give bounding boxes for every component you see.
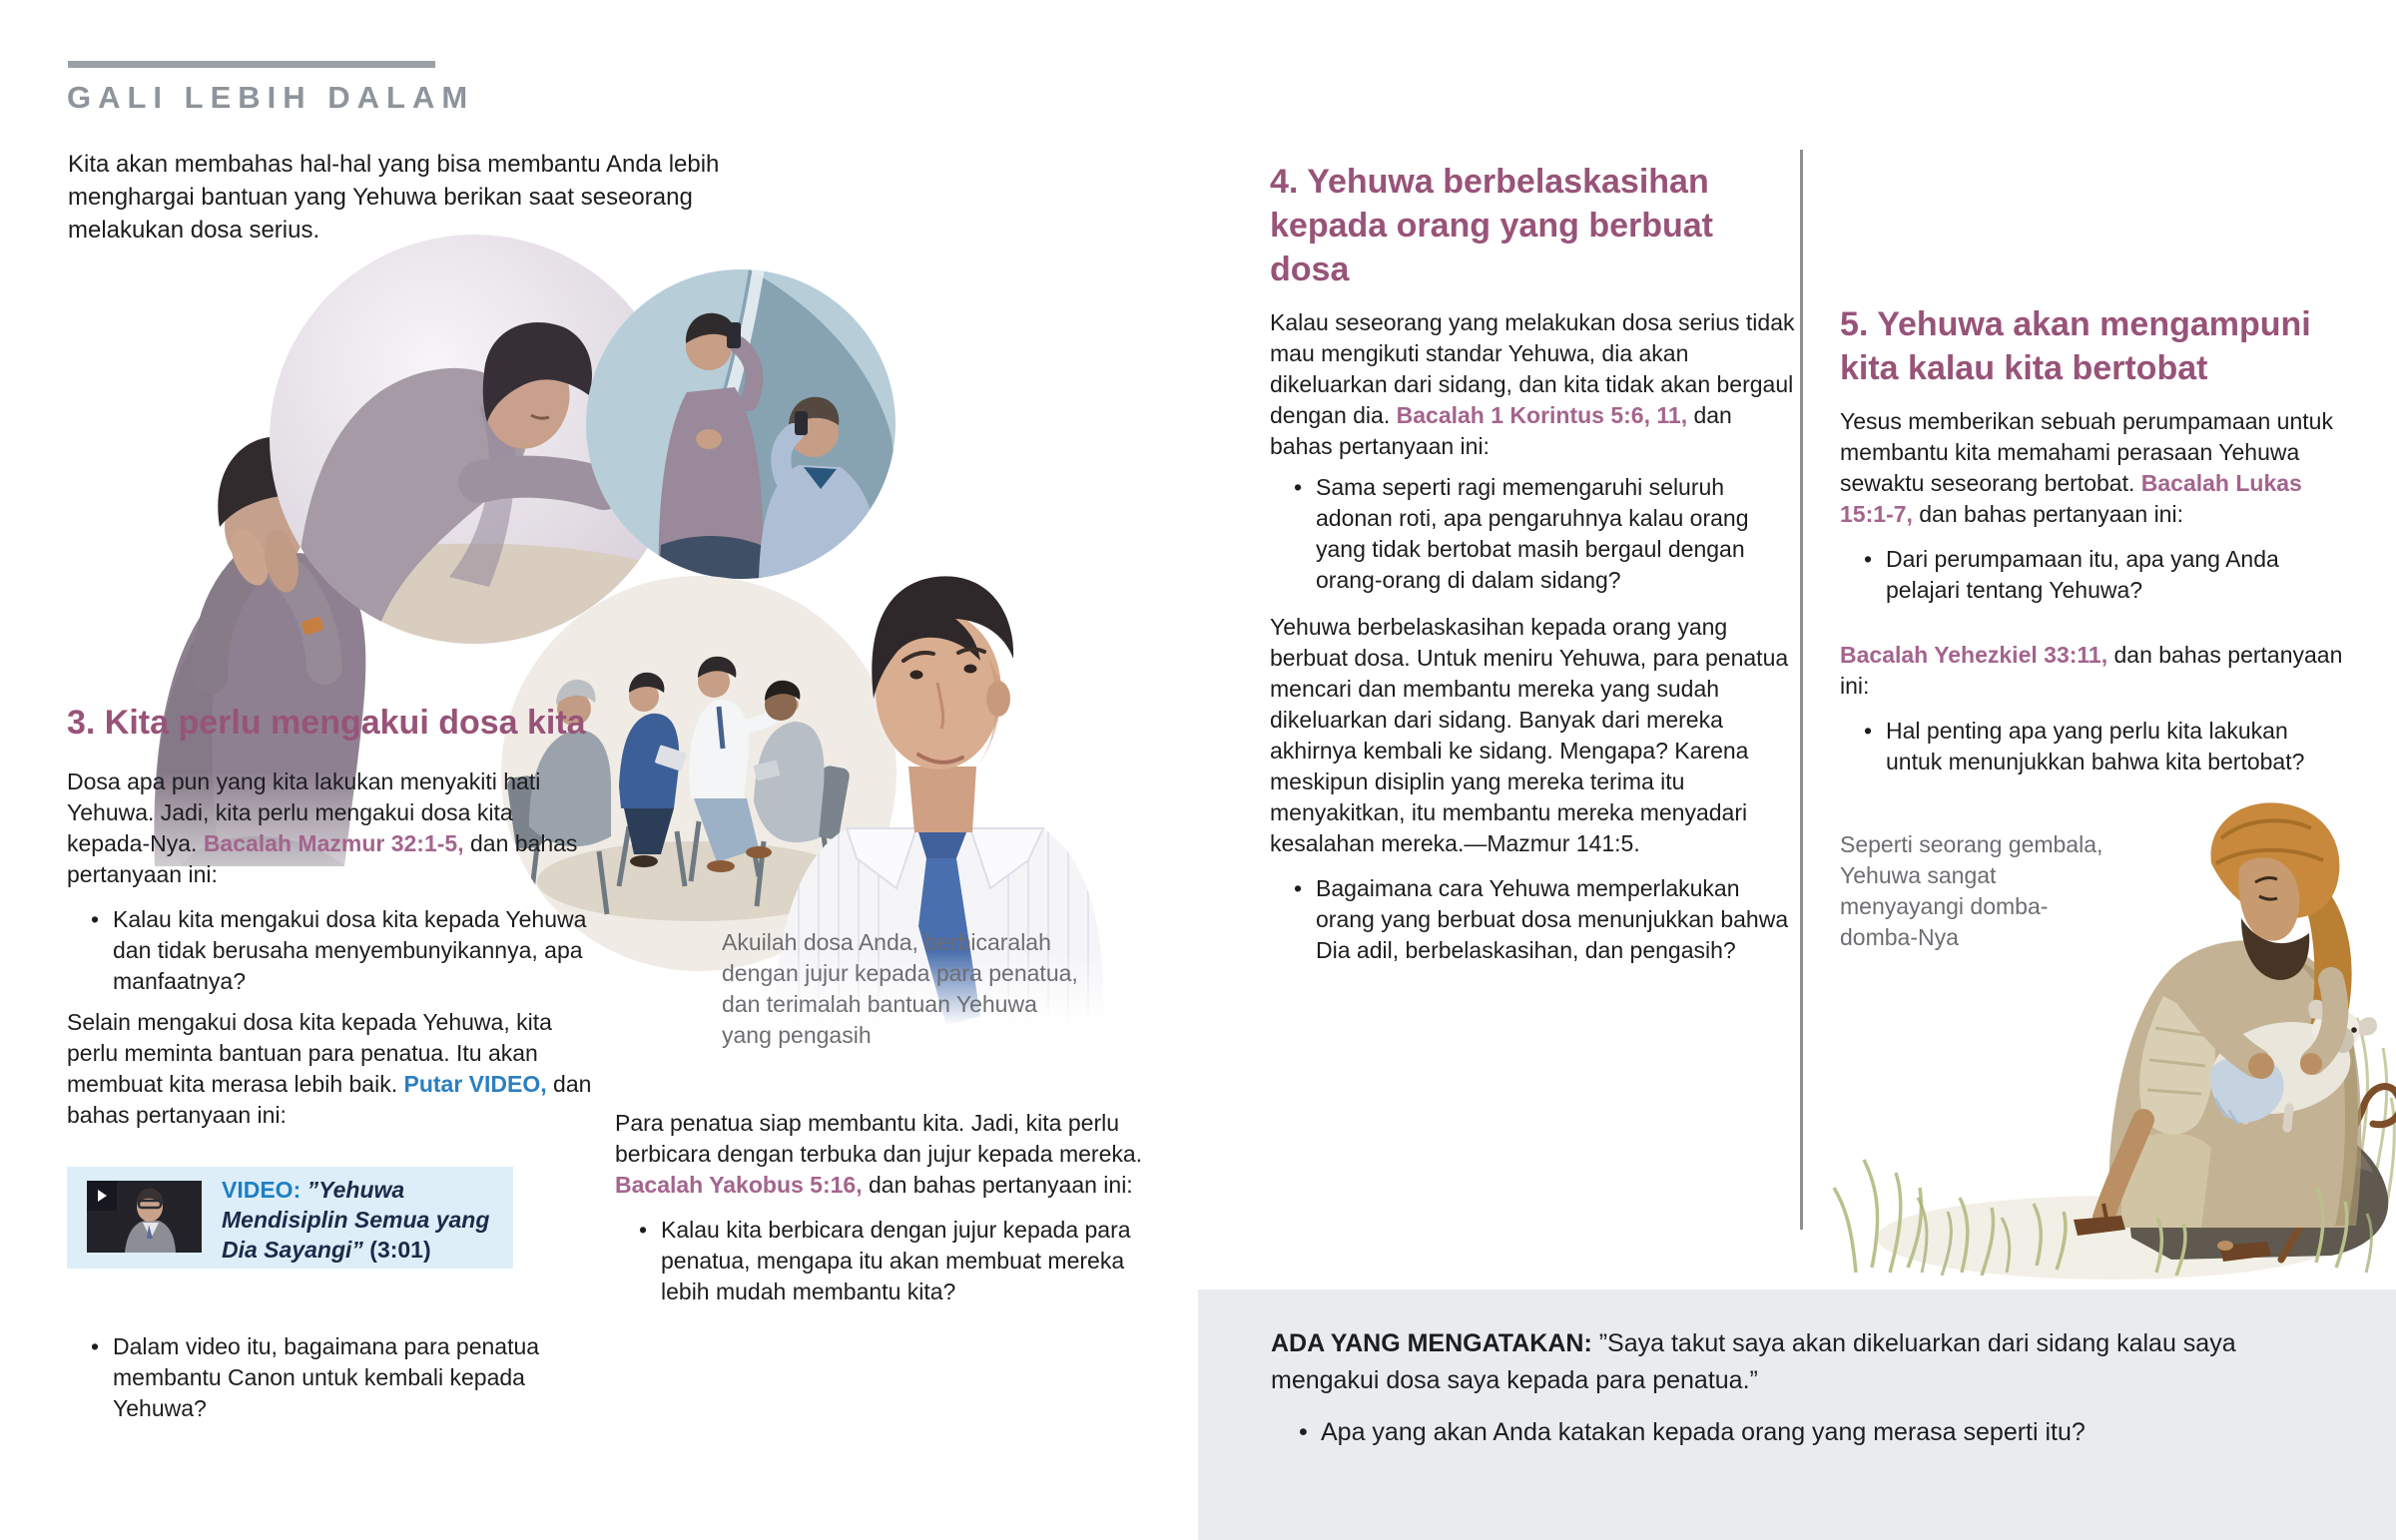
play-video-link[interactable]: Putar VIDEO, — [403, 1071, 547, 1097]
column-divider — [1800, 150, 1803, 1230]
question-item: • Bagaimana cara Yehuwa memperlakukan orang yang berbuat dosa menunjukkan bahwa Dia adil, berbelaskasihan, dan pengasih? — [1270, 873, 1799, 966]
section-3-paragraph-2-text: Selain mengakui dosa kita kepada Yehuwa, kita perlu meminta bantuan para penatua. Itu akan membuat kita merasa lebih baik. — [67, 1009, 552, 1097]
section-5-paragraph-1 — [1840, 406, 2349, 530]
phone-call-illustration — [586, 267, 896, 579]
section-5 — [1840, 302, 2349, 777]
scripture-link-yehezkiel-33[interactable]: Bacalah Yehezkiel 33:11, — [1840, 642, 2108, 668]
section-5-paragraph-1-text: Yesus memberikan sebuah perumpamaan untuk membantu kita memahami perasaan Yehuwa sewaktu seseorang bertobat. — [1840, 408, 2333, 496]
intro-text: Kita akan membahas hal-hal yang bisa membantu Anda lebih menghargai bantuan yang Yehuwa berikan saat seseorang melakukan dosa serius. — [68, 151, 720, 244]
section-4-paragraph-2: Yehuwa berbelaskasihan kepada orang yang berbuat dosa. Untuk meniru Yehuwa, para penatua mencari dan membantu mereka yang sudah dikeluarkan dari sidang. Banyak dari mereka akhirnya kembali ke sidang. Mengapa? Karena meskipun disiplin yang mereka terima itu menyakitkan, itu membantu mereka menyadari kesalahan mereka.—Mazmur 141:5. — [1270, 614, 1789, 856]
section-5-paragraph-2-tail: dan bahas pertanyaan ini: — [1840, 642, 2343, 699]
video-thumbnail[interactable] — [87, 1181, 202, 1253]
play-icon[interactable] — [87, 1181, 117, 1211]
video-caption — [222, 1175, 506, 1265]
section-4-paragraph-1-text: Kalau seseorang yang melakukan dosa serius tidak mau mengikuti standar Yehuwa, dia akan dikeluarkan dari sidang, dan kita tidak akan bergaul dengan dia. — [1270, 309, 1795, 428]
eyebrow-bar — [68, 61, 435, 68]
scripture-link-lukas-15[interactable]: Bacalah Lukas 15:1-7, — [1840, 470, 2302, 527]
section-5-title: 5. Yehuwa akan mengampuni kita kalau kita bertobat — [1840, 305, 2311, 387]
midcol-paragraph-tail: dan bahas pertanyaan ini: — [862, 1172, 1133, 1198]
section-3-paragraph-1-text: Dosa apa pun yang kita lakukan menyakiti hati Yehuwa. Jadi, kita perlu mengakui dosa kita kepada-Nya. — [67, 769, 541, 856]
question-item: • Dalam video itu, bagaimana para penatua membantu Canon untuk kembali kepada Yehuwa? — [67, 1331, 596, 1424]
section-5-paragraph-1-tail: dan bahas pertanyaan ini: — [1912, 501, 2183, 527]
section-3-paragraph-2 — [67, 1007, 596, 1131]
section-4 — [1270, 160, 1799, 966]
midcol-paragraph-text: Para penatua siap membantu kita. Jadi, kita perlu berbicara dengan terbuka dan jujur kepada mereka. — [615, 1110, 1143, 1167]
section-4-paragraph-1-tail: dan bahas pertanyaan ini: — [1270, 402, 1732, 459]
video-duration: (3:01) — [369, 1237, 431, 1263]
objection-quote: ”Saya takut saya akan dikeluarkan dari sidang kalau saya mengakui dosa saya kepada para penatua.” — [1271, 1329, 2236, 1394]
elders-help-block — [615, 1108, 1174, 1307]
page-title: GALI LEBIH DALAM — [67, 80, 475, 115]
scripture-link-mazmur-32[interactable]: Bacalah Mazmur 32:1-5, — [203, 830, 464, 856]
section-3-paragraph-2-tail: dan bahas pertanyaan ini: — [67, 1071, 592, 1128]
scripture-link-yakobus-5[interactable]: Bacalah Yakobus 5:16, — [615, 1172, 863, 1198]
video-card[interactable] — [67, 1167, 513, 1269]
section-3 — [67, 701, 596, 1424]
section-4-paragraph-1 — [1270, 307, 1799, 462]
section-3-title: 3. Kita perlu mengakui dosa kita — [67, 704, 586, 742]
collage-caption: Akuilah dosa Anda, berbicaralah dengan jujur kepada para penatua, dan terimalah bantuan Yehuwa yang pengasih — [722, 929, 1078, 1048]
question-item: • Sama seperti ragi memengaruhi seluruh adonan roti, apa pengaruhnya kalau orang yang tidak bertobat masih bergaul dengan orang-orang di dalam sidang? — [1270, 472, 1799, 596]
question-item: • Hal penting apa yang perlu kita lakukan untuk menunjukkan bahwa kita bertobat? — [1840, 716, 2349, 777]
midcol-paragraph — [615, 1108, 1174, 1201]
section-5-paragraph-2 — [1840, 640, 2349, 702]
video-title: ”Yehuwa Mendisiplin Semua yang Dia Sayangi” — [222, 1177, 490, 1263]
objection-text — [1198, 1289, 2396, 1399]
objection-box — [1198, 1289, 2396, 1540]
question-item: • Dari perumpamaan itu, apa yang Anda pelajari tentang Yehuwa? — [1840, 544, 2349, 606]
question-item: • Kalau kita berbicara dengan jujur kepada para penatua, mengapa itu akan membuat mereka lebih mudah membantu kita? — [615, 1215, 1174, 1307]
section-4-title: 4. Yehuwa berbelaskasihan kepada orang yang berbuat dosa — [1270, 163, 1713, 288]
section-3-paragraph-1-tail: dan bahas pertanyaan ini: — [67, 830, 578, 887]
objection-label: ADA YANG MENGATAKAN: — [1271, 1329, 1599, 1357]
section-3-paragraph-1 — [67, 767, 596, 890]
shepherd-caption: Seperti seorang gembala, Yehuwa sangat menyayangi domba-domba-Nya — [1840, 831, 2103, 950]
question-item: • Apa yang akan Anda katakan kepada orang yang merasa seperti itu? — [1271, 1415, 2306, 1449]
video-label: VIDEO: — [222, 1177, 307, 1203]
question-item: • Kalau kita mengakui dosa kita kepada Yehuwa dan tidak berusaha menyembunyikannya, apa manfaatnya? — [67, 904, 596, 997]
scripture-link-1korintus-5[interactable]: Bacalah 1 Korintus 5:6, 11, — [1396, 402, 1688, 428]
